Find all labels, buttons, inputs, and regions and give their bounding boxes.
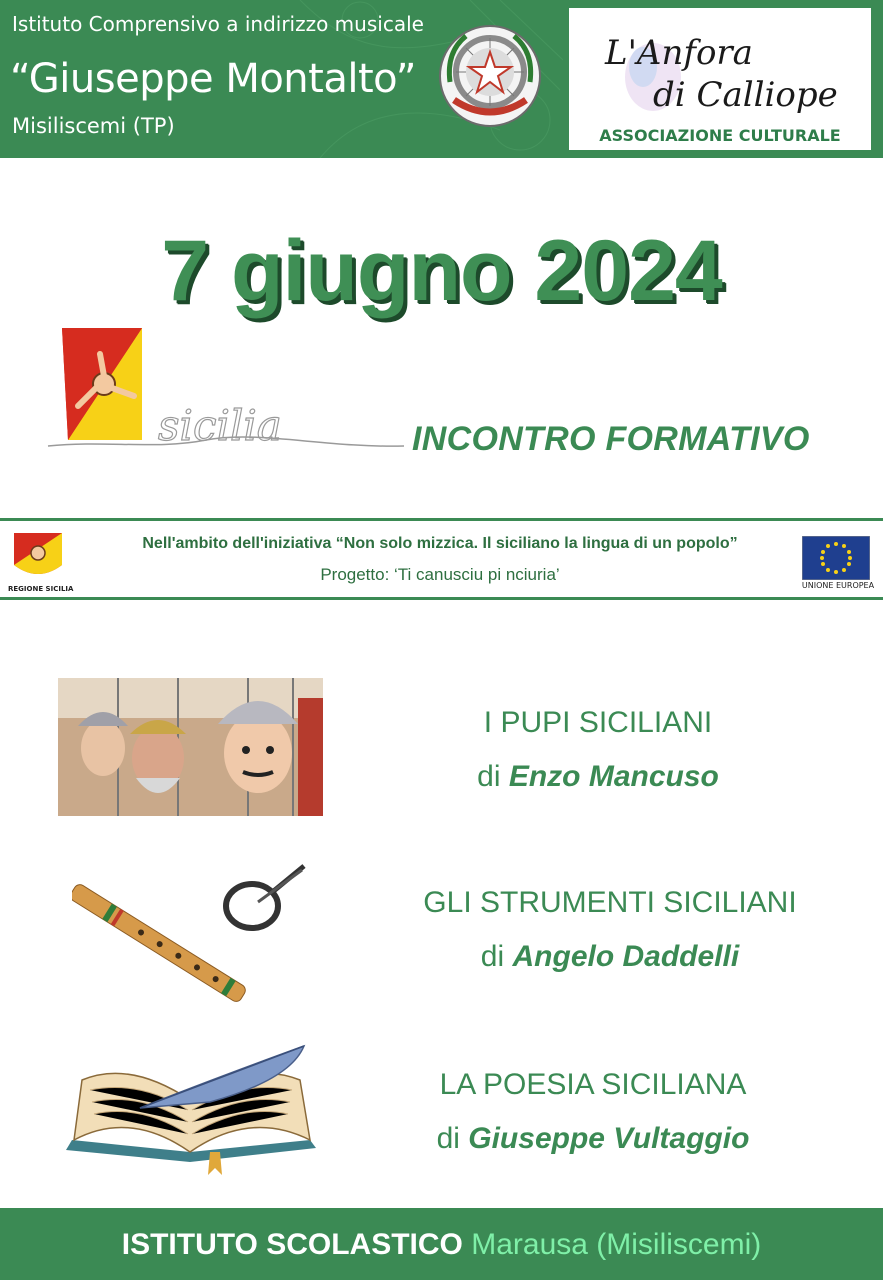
eu-flag-icon (802, 536, 870, 580)
author-prefix: di (477, 760, 501, 793)
topic-author (420, 760, 776, 794)
initiative-title: Nell'ambito dell'iniziativa “Non solo mizzica. Il siciliano la lingua di un popolo” (142, 535, 738, 552)
school-type: Istituto Comprensivo a indirizzo musicale (12, 12, 424, 36)
initiative-band (0, 518, 883, 600)
venue-text (0, 1228, 883, 1262)
event-date: 7 giugno 2024 (161, 223, 722, 319)
sicilia-flag-logo (46, 322, 406, 460)
flute-and-jaw-harp-image (72, 858, 310, 1006)
eu-label: UNIONE EUROPEA (801, 581, 875, 590)
partner-header (563, 0, 883, 158)
svg-text:di Calliope: di Calliope (653, 75, 838, 115)
italian-republic-emblem-icon (436, 22, 544, 130)
author-prefix: di (436, 1122, 460, 1155)
project-name: Progetto: ‘Ti canusciu pi nciuria’ (320, 565, 560, 584)
book-and-quill-image (60, 1040, 322, 1180)
topic-title: I PUPI SICILIANI (483, 706, 713, 739)
author-name: Giuseppe Vultaggio (468, 1122, 750, 1155)
anfora-di-calliope-logo (593, 22, 853, 117)
pupi-puppets-image (58, 678, 323, 816)
school-header (0, 0, 563, 158)
svg-text:L'Anfora: L'Anfora (605, 33, 753, 73)
venue-footer (0, 1208, 883, 1280)
topic-author (400, 940, 820, 974)
author-name: Angelo Daddelli (512, 940, 740, 973)
regione-sicilia-label: REGIONE SICILIA (8, 585, 74, 593)
event-type: INCONTRO FORMATIVO (412, 420, 810, 458)
school-location: Misiliscemi (TP) (12, 114, 175, 138)
school-name: “Giuseppe Montalto” (10, 56, 416, 102)
topic-title: LA POESIA SICILIANA (439, 1068, 747, 1101)
regione-sicilia-logo (10, 531, 66, 581)
author-prefix: di (480, 940, 505, 973)
topic-title: GLI STRUMENTI SICILIANI (423, 886, 797, 919)
partner-label: ASSOCIAZIONE CULTURALE (599, 126, 841, 145)
partner-box (567, 6, 873, 152)
topic-author (400, 1122, 786, 1156)
svg-text:sicilia: sicilia (158, 401, 282, 450)
venue-type: ISTITUTO SCOLASTICO (121, 1228, 463, 1261)
venue-location: Marausa (Misiliscemi) (471, 1228, 762, 1261)
author-name: Enzo Mancuso (508, 760, 719, 793)
